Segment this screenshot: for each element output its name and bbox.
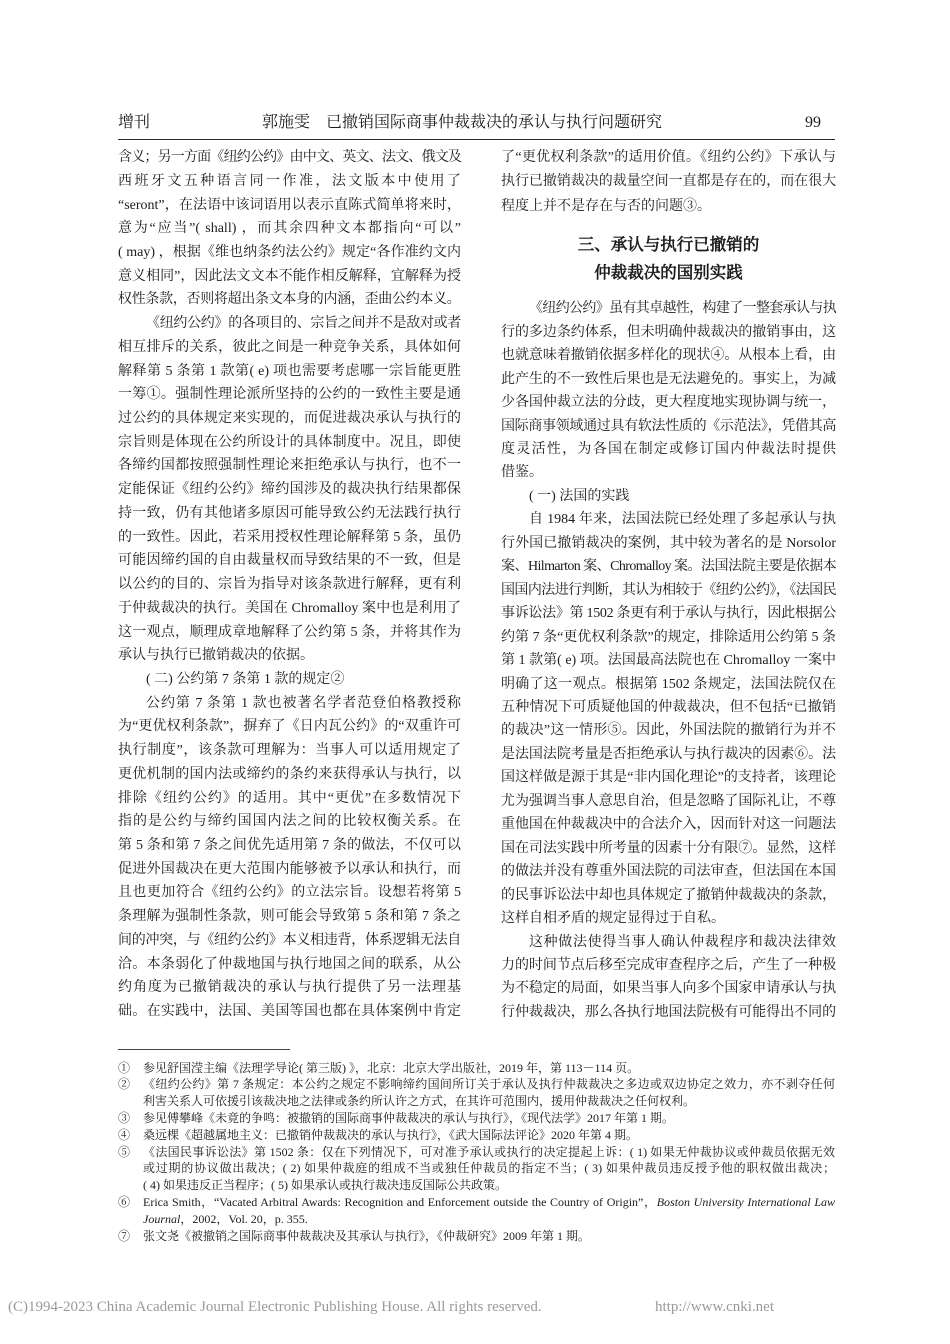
text-line: 第 5 条和第 7 条之间优先适用第 7 条的做法，不仅可以: [118, 837, 461, 853]
footnote-text: [143, 1110, 835, 1127]
footnote-mark: ②: [118, 1077, 131, 1092]
citation-text: ，2002，Vol. 20，p. 355.: [180, 1211, 308, 1226]
footnote-text: [143, 1194, 835, 1228]
text-line: 国这样做是源于其是“非内国化理论”的支持者，该理论: [501, 770, 836, 786]
text-line: 这种做法使得当事人确认仲裁程序和裁决法律效: [529, 934, 836, 950]
left-column: [118, 146, 461, 1024]
text-line: 借鉴。: [501, 465, 543, 481]
citation-text: Erica Smith，“Vacated Arbitral Awards: Recognition and Enforcement outside the Country of Origin”，: [143, 1194, 657, 1209]
text-line: 国际商事领域通过具有软法性质的《示范法》，凭借其高: [501, 418, 836, 434]
text-line: 是法国法院考量是否拒绝承认与执行裁决的因素⑥。法: [501, 746, 836, 762]
footnote-mark: ④: [118, 1127, 131, 1142]
text-line: 了“更优权利条款”的适用价值。《纽约公约》下承认与: [501, 149, 836, 165]
text-line: 意义相同”，因此法文文本不能作相反解释，宜解释为授: [118, 268, 461, 284]
text-line: 第 1 款第( e) 项。法国最高法院也在 Chromalloy 一案中: [501, 653, 836, 669]
footnote-line: ( 4) 如果违反正当程序；( 5) 如果承认或执行裁决违反国际公共政策。: [143, 1178, 507, 1193]
text-line: ( may) ，根据《维也纳条约法公约》规定“各作准约文内: [118, 245, 461, 260]
footnote-separator: [118, 1049, 290, 1050]
text-line: 力的时间节点后移至完成审查程序之后，产生了一种极: [501, 957, 836, 973]
footnote-line: 张文尧《被撤销之国际商事仲裁裁决及其承认与执行》，《仲裁研究》2009 年第 1 期。: [143, 1228, 591, 1243]
footnote: [118, 1060, 835, 1077]
subheading: [118, 668, 461, 692]
text-line: 度灵活性，为各国在制定或修订国内仲裁法时提供: [501, 442, 836, 458]
footnote-line: 桑远棵《超越属地主义：已撤销仲裁裁决的承认与执行》，《武大国际法评论》2020 年第 4 期。: [143, 1127, 639, 1142]
subheading: [501, 485, 836, 508]
text-line: 条理解为强制性条款，则可能会导致第 5 条和第 7 条之: [118, 909, 461, 925]
text-line: 洽。本条弱化了仲裁地国与执行地国之间的联系，从公: [118, 956, 461, 972]
footnote-mark: ⑦: [118, 1228, 131, 1243]
text-line: 意为“应当”( shall) ，而其余四种文本都指向“可以”: [118, 221, 461, 237]
text-line: 这一观点，顺理成章地解释了公约第 5 条，并将其作为: [118, 624, 461, 640]
journal-title: Journal: [143, 1211, 181, 1226]
text-line: 宗旨则是体现在公约所设计的具体制度中。况且，即使: [118, 434, 461, 450]
text-line: 过公约的具体规定来实现的，而促进裁决承认与执行的: [118, 411, 461, 427]
footnote-mark: ③: [118, 1110, 131, 1125]
text-line: 相互排斥的关系，彼此之间是一种竞争关系，具体如何: [118, 339, 461, 355]
text-line: 承认与执行已撤销裁决的依据。: [118, 648, 314, 664]
footnote-line: [143, 1194, 835, 1211]
text-line: 为不稳定的局面，如果当事人向多个国家申请承认与执: [501, 981, 836, 997]
footnote: [118, 1110, 835, 1127]
paragraph: [501, 146, 836, 220]
text-line: 少各国仲裁立法的分歧，更大程度地实现协调与统一，: [501, 395, 836, 411]
footnotes: [118, 1060, 835, 1245]
paragraph: [501, 931, 836, 1025]
text-line: 尤为强调当事人意思自治，但是忽略了国际礼让，不尊: [501, 793, 836, 809]
text-line: 排除《纽约公约》的适用。其中“更优”在多数情况下: [118, 790, 461, 806]
text-line: 间的冲突，与《纽约公约》本义相违背，体系逻辑无法自: [118, 932, 461, 948]
footnote: [118, 1076, 835, 1110]
text-line: 以公约的目的、宗旨为指导对该条款进行解释，更有利: [118, 577, 461, 593]
footnote-line: 参见傅攀峰《未竟的争鸣：被撤销的国际商事仲裁裁决的承认与执行》，《现代法学》2017 年第 1 期。: [143, 1110, 675, 1125]
text-line: 各缔约国都按照强制性理论来拒绝承认与执行，也不一: [118, 458, 461, 474]
right-column-carry-over: [501, 146, 836, 220]
text-line: 此产生的不一致性后果也是无法避免的。事实上，为减: [501, 371, 836, 387]
section-heading-line: 仲裁裁决的国别实践: [594, 263, 743, 282]
text-line: 执行已撤销裁决的裁量空间一直都是存在的，而在很大: [501, 174, 836, 190]
text-line: 的民事诉讼法中却也具体规定了撤销仲裁裁决的条款，: [501, 887, 836, 903]
text-line: 含义；另一方面《纽约公约》由中文、英文、法文、俄文及: [118, 150, 461, 166]
text-line: 约角度为已撤销裁决的承认与执行提供了另一法理基: [118, 980, 461, 996]
footnote-line: 《纽约公约》第 7 条规定：本公约之规定不影响缔约国间所订关于承认及执行仲裁裁决之多边或双边协定之效力，亦不剥夺任何: [143, 1077, 835, 1092]
issue-label: 增刊: [118, 114, 151, 131]
text-line: 行外国已撤销裁决的案例，其中较为著名的是 Norsolor: [501, 535, 836, 551]
text-line: 五种情况下可质疑他国的仲裁裁决，但不包括“已撤销: [501, 700, 836, 715]
footnote-text: [143, 1076, 835, 1110]
paragraph: [501, 508, 836, 930]
footnote: [118, 1194, 835, 1228]
footnote-text: [143, 1060, 835, 1077]
footnote-text: [143, 1144, 835, 1194]
right-column-body: [501, 297, 836, 1024]
text-line: 为“更优权利条款”，摒弃了《日内瓦公约》的“双重许可: [118, 719, 461, 735]
text-line: 公约第 7 条第 1 款也被著名学者范登伯格教授称: [146, 695, 461, 711]
text-line: 可能因缔约国的自由裁量权而导致结果的不一致，但是: [118, 553, 461, 569]
paragraph: [118, 312, 461, 668]
text-line: 执行制度”，该条款可理解为：当事人可以适用规定了: [118, 743, 461, 759]
footnote: [118, 1127, 835, 1144]
text-line: “seront”，在法语中该词语用以表示直陈式简单将来时，: [118, 197, 461, 213]
text-line: 的一致性。因此，若采用授权性理论解释第 5 条，虽仍: [118, 529, 461, 545]
footnote-line: 或过期的协议做出裁决；( 2) 如果仲裁庭的组成不当或独任仲裁员的指定不当；( 3) 如果仲裁员违反授予他的职权做出裁决；: [143, 1161, 835, 1176]
text-line: 明确了这一观点。根据第 1502 条规定，法国法院仅在: [501, 676, 836, 692]
text-line: 也就意味着撤销依据多样化的现状④。从根本上看，由: [501, 348, 836, 364]
text-line: 指的是公约与缔约国国内法之间的比较权衡关系。在: [118, 814, 461, 830]
footnote-line: [143, 1211, 835, 1228]
footnote-mark: ⑤: [118, 1144, 131, 1159]
text-line: 础。在实践中，法国、美国等国也都在具体案例中肯定: [118, 1004, 461, 1019]
text-line: ( 一) 法国的实践: [529, 488, 630, 504]
text-line: 程度上并不是存在与否的问题③。: [501, 198, 711, 214]
text-line: 《纽约公约》虽有其卓越性，构建了一整套承认与执: [529, 301, 836, 317]
text-line: 重他国在仲裁裁决中的合法介入，因而针对这一问题法: [501, 817, 836, 833]
text-line: 约第 7 条“更优权利条款”的规定，排除适用公约第 5 条: [501, 629, 836, 645]
text-line: 促进外国裁决在更大范围内能够被予以承认和执行，而: [118, 861, 461, 877]
text-line: 案、Hilmarton 案、Chromalloy 案。法国法院主要是依据本: [501, 559, 836, 575]
section-heading: [501, 231, 836, 287]
text-line: 国国内法进行判断，其认为相较于《纽约公约》，《法国民: [501, 582, 836, 598]
header-rule: [118, 139, 835, 140]
footnote-text: [143, 1127, 835, 1144]
text-line: 西班牙文五种语言同一作准，法文版本中使用了: [118, 173, 461, 189]
text-line: 权性条款，否则将超出条文本身的内涵，歪曲公约本义。: [118, 292, 461, 308]
text-line: 的裁决”这一情形⑤。因此，外国法院的撤销行为并不: [501, 723, 836, 739]
text-line: 这样自相矛盾的规定显得过于自私。: [501, 911, 725, 927]
footnote-line: 《法国民事诉讼法》第 1502 条：仅在下列情况下，可对准予承认或执行的决定提起上诉：( 1) 如果无仲裁协议或仲裁员依据无效: [143, 1144, 835, 1159]
paragraph: [501, 297, 836, 485]
section-heading-line: 三、承认与执行已撤销的: [577, 235, 760, 254]
footnote: [118, 1228, 835, 1245]
text-line: 事诉讼法》第 1502 条更有利于承认与执行，因此根据公: [501, 606, 836, 622]
text-line: 解释第 5 条第 1 款第( e) 项也需要考虑哪一宗旨能更胜: [118, 363, 461, 379]
text-line: 定能保证《纽约公约》缔约国涉及的裁决执行结果都保: [118, 482, 461, 498]
text-line: 自 1984 年来，法国法院已经处理了多起承认与执: [529, 512, 836, 528]
footnote-mark: ⑥: [118, 1194, 131, 1209]
text-line: 且也更加符合《纽约公约》的立法宗旨。设想若将第 5: [118, 885, 461, 901]
page-number: 99: [805, 114, 821, 131]
paragraph: [118, 146, 461, 312]
text-line: 一筹①。强制性理论派所坚持的公约的一致性主要是通: [118, 387, 461, 403]
text-line: 国在司法实践中所考量的因素十分有限⑦。显然，这样: [501, 840, 836, 856]
footnote-mark: ①: [118, 1060, 131, 1075]
footnote-text: [143, 1228, 835, 1245]
footnote: [118, 1144, 835, 1194]
text-line: 的做法并没有尊重外国法院的司法审查，但法国在本国: [501, 864, 836, 880]
text-line: 《纽约公约》的各项目的、宗旨之间并不是敌对或者: [146, 316, 461, 332]
text-line: 行仲裁裁决，那么各执行地国法院极有可能得出不同的: [501, 1004, 836, 1020]
footnote-line: 利害关系人可依援引该裁决地之法律或条约所认许之方式，在其许可范围内，援用仲裁裁决之任何权利。: [143, 1094, 696, 1109]
footer-url: http://www.cnki.net: [655, 1299, 775, 1315]
journal-title: Boston University International Law: [656, 1194, 835, 1209]
text-line: 于仲裁裁决的执行。美国在 Chromalloy 案中也是利用了: [118, 600, 461, 616]
footnote-line: 参见舒国滢主编《法理学导论( 第三版) 》，北京：北京大学出版社，2019 年，第 113－114 页。: [143, 1060, 640, 1075]
paragraph: [118, 692, 461, 1024]
text-line: ( 二) 公约第 7 条第 1 款的规定②: [146, 671, 345, 687]
text-line: 持一致，仍有其他诸多原因可能导致公约无法践行执行: [118, 505, 461, 521]
text-line: 行的多边条约体系，但未明确仲裁裁决的撤销事由，这: [501, 324, 836, 340]
text-line: 更优机制的国内法或缔约的条约来获得承认与执行，以: [118, 766, 461, 782]
running-title: 郭施雯 已撤销国际商事仲裁裁决的承认与执行问题研究: [262, 114, 663, 131]
footer-copyright: (C)1994-2023 China Academic Journal Electronic Publishing House. All rights reserved.: [8, 1299, 542, 1315]
